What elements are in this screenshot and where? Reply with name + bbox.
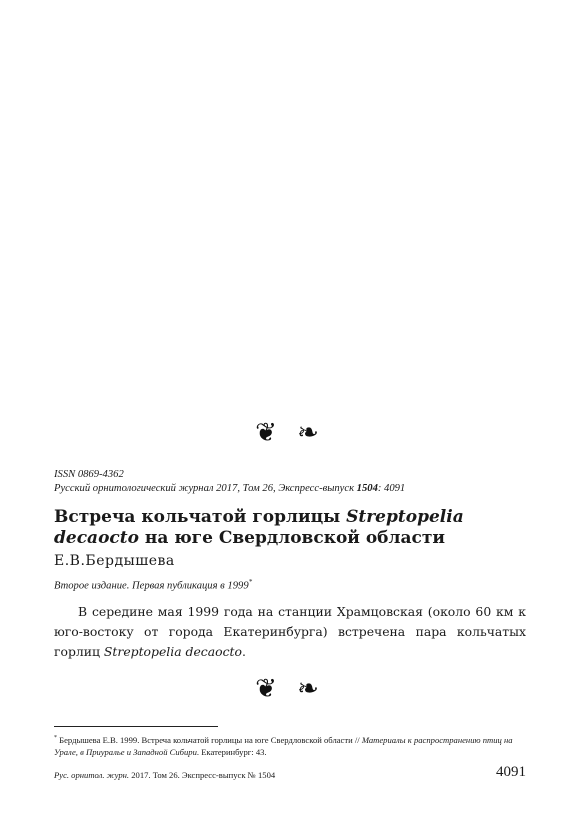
edition-year: 1999: [227, 580, 249, 592]
footnote-text2: . Екатеринбург: 43.: [196, 746, 267, 757]
title-species: Streptopelia decaocto: [54, 507, 464, 548]
footnote-mark: *: [54, 735, 57, 741]
body-species: Streptopelia decaocto: [103, 644, 242, 659]
footer-journal-abbrev: Рус. орнитол. журн.: [54, 770, 130, 780]
edition-footnote-mark: *: [248, 578, 253, 586]
title-part1: Встреча кольчатой горлицы: [54, 507, 347, 527]
author-name: Е.В.Бердышева: [54, 553, 175, 569]
issn-block: [54, 468, 534, 496]
edition-text: Второе издание. Первая публикация в: [54, 580, 228, 592]
issue-number: 1504: [356, 483, 378, 494]
article-body: [54, 602, 526, 662]
footer-issue-info: 2017. Том 26. Экспресс-выпуск № 1504: [129, 770, 276, 780]
journal-citation-line: [54, 482, 534, 496]
page-range: : 4091: [377, 483, 406, 494]
title-part2: на юге Свердловской области: [138, 528, 446, 548]
ornament-top: ❦ ❧: [255, 418, 325, 448]
footnote-text1: Бердышева Е.В. 1999. Встреча кольчатой горлицы на юге Свердловской области //: [59, 734, 362, 745]
issn-line: ISSN 0869-4362: [54, 469, 124, 480]
journal-name: Русский орнитологический журнал 2017, Том 26, Экспресс-выпуск: [54, 483, 357, 494]
running-footer: [54, 770, 275, 780]
edition-note: [54, 578, 252, 592]
body-end: .: [241, 644, 246, 659]
footnote-source: Материалы к распространению птиц на Урале, в Приуралье и Западной Сибири: [54, 734, 513, 757]
footnote: [54, 732, 530, 758]
ornament-bottom: ❦ ❧: [255, 674, 325, 704]
article-title: [54, 507, 534, 549]
footnote-divider: [54, 726, 218, 727]
body-part1: В середине мая 1999 года на станции Храмцовская (около 60 км к юго-востоку от города Екатеринбурга) встречена пара кольчатых горлиц: [54, 604, 526, 659]
page-number: 4091: [496, 764, 526, 780]
